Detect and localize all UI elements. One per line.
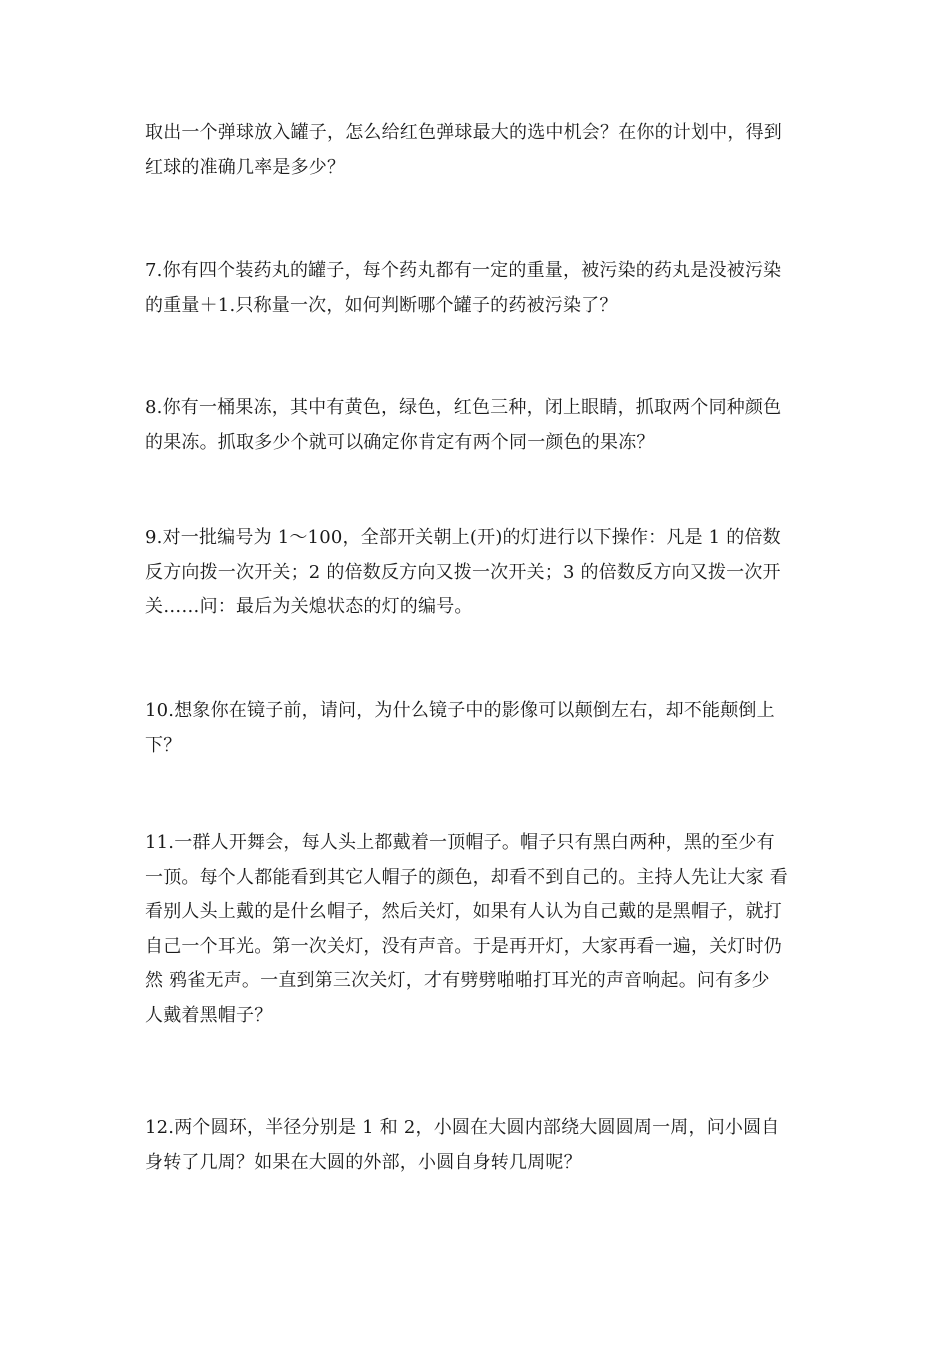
paragraph-q7 [145, 254, 809, 323]
text-line: 看别人头上戴的是什幺帽子，然后关灯，如果有人认为自己戴的是黑帽子，就打 [145, 901, 782, 922]
text-line: 11.一群人开舞会，每人头上都戴着一顶帽子。帽子只有黑白两种，黑的至少有 [145, 832, 775, 853]
text-line: 的重量＋1.只称量一次，如何判断哪个罐子的药被污染了？ [145, 294, 618, 316]
text-line: 8.你有一桶果冻，其中有黄色，绿色，红色三种，闭上眼睛，抓取两个同种颜色 [145, 397, 782, 418]
text-line: 自己一个耳光。第一次关灯，没有声音。于是再开灯，大家再看一遍，关灯时仍 [145, 935, 782, 957]
text-line: 的果冻。抓取多少个就可以确定你肯定有两个同一颜色的果冻？ [145, 431, 655, 453]
text-line: 9.对一批编号为 1～100，全部开关朝上(开)的灯进行以下操作：凡是 1 的倍数 [145, 527, 781, 548]
text-line: 红球的准确几率是多少？ [145, 156, 346, 178]
text-line: 取出一个弹球放入罐子，怎么给红色弹球最大的选中机会？在你的计划中，得到 [145, 122, 782, 143]
text-line: 一顶。每个人都能看到其它人帽子的颜色，却看不到自己的。主持人先让大家 看 [145, 866, 788, 888]
text-line: 身转了几周？如果在大圆的外部，小圆自身转几周呢？ [145, 1151, 582, 1173]
text-line: 10.想象你在镜子前，请问，为什么镜子中的影像可以颠倒左右，却不能颠倒上 [145, 700, 775, 721]
text-line: 然 鸦雀无声。一直到第三次关灯，才有劈劈啪啪打耳光的声音响起。问有多少 [145, 970, 770, 991]
paragraph-q10 [145, 694, 809, 763]
text-line: 人戴着黑帽子？ [145, 1004, 273, 1026]
text-line: 反方向拨一次开关；2 的倍数反方向又拨一次开关；3 的倍数反方向又拨一次开 [145, 561, 781, 583]
paragraph-q12 [145, 1111, 809, 1180]
paragraph-q8 [145, 391, 809, 460]
paragraph-q6-continuation [145, 116, 809, 185]
text-line: 关……问：最后为关熄状态的灯的编号。 [145, 596, 473, 617]
text-line: 12.两个圆环，半径分别是 1 和 2，小圆在大圆内部绕大圆圆周一周，问小圆自 [145, 1117, 780, 1138]
paragraph-q11 [145, 826, 809, 1033]
paragraph-q9 [145, 521, 809, 625]
text-line: 下？ [145, 734, 182, 756]
text-line: 7.你有四个装药丸的罐子，每个药丸都有一定的重量，被污染的药丸是没被污染 [145, 260, 782, 281]
